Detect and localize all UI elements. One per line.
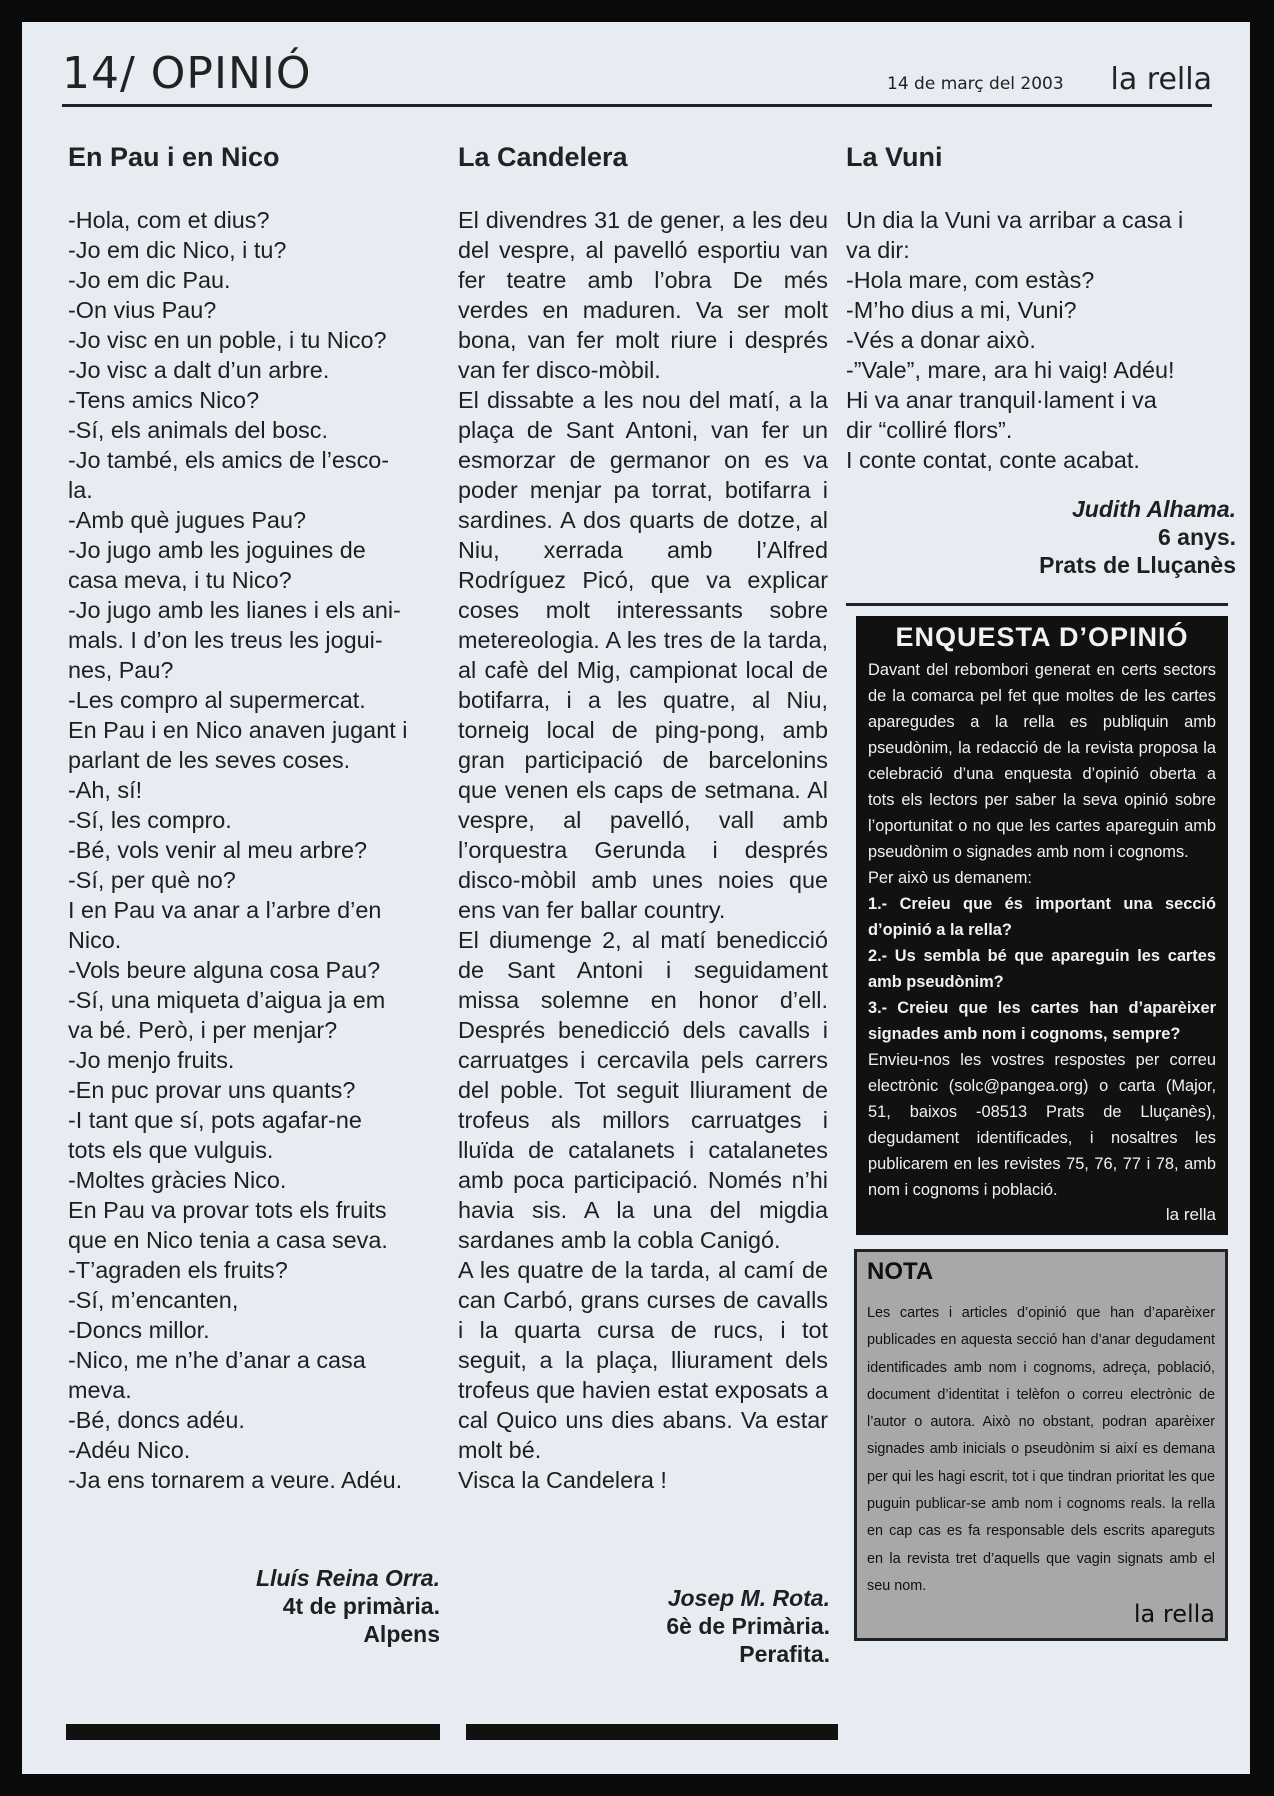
article-signature xyxy=(68,1564,440,1648)
dialogue-line: -Moltes gràcies Nico. xyxy=(68,1167,287,1193)
dialogue-line: -Jo visc a dalt d’un arbre. xyxy=(68,357,330,383)
dialogue-line: -I tant que sí, pots agafar-ne xyxy=(68,1107,362,1133)
story-line: Hi va anar tranquil·lament i va xyxy=(846,387,1157,413)
paragraph: Visca la Candelera ! xyxy=(458,1467,667,1493)
article-signature xyxy=(846,495,1236,579)
survey-question-1: 1.- Creieu que és important una secció d’opinió a la rella? xyxy=(868,895,1216,939)
dialogue-line: -Jo jugo amb les joguines de xyxy=(68,537,366,563)
author-name: Josep M. Rota. xyxy=(667,1585,830,1611)
article-body xyxy=(458,205,828,1495)
author-grade: 6è de Primària. xyxy=(666,1613,830,1639)
article-signature xyxy=(458,1584,830,1668)
dialogue-line: -Ah, sí! xyxy=(68,777,143,803)
article-title: La Candelera xyxy=(458,142,628,172)
dialogue-line: -Sí, una miqueta d’aigua ja em xyxy=(68,987,386,1013)
bottom-rule xyxy=(466,1724,838,1740)
masthead xyxy=(62,34,1212,107)
article-body xyxy=(68,205,440,1495)
dialogue-line: -Jo em dic Pau. xyxy=(68,267,231,293)
dialogue-line: -Doncs millor. xyxy=(68,1317,210,1343)
brand-name: la rella xyxy=(1110,62,1212,97)
dialogue-line: -Bé, doncs adéu. xyxy=(68,1407,245,1433)
dialogue-line: -Bé, vols venir al meu arbre? xyxy=(68,837,368,863)
dialogue-line: tots els que vulguis. xyxy=(68,1137,274,1163)
dialogue-line: Nico. xyxy=(68,927,122,953)
author-town: Prats de Lluçanès xyxy=(1039,552,1236,578)
article-en-pau-i-en-nico xyxy=(68,142,440,1495)
dialogue-line: -Amb què jugues Pau? xyxy=(68,507,306,533)
article-title: La Vuni xyxy=(846,142,943,172)
dialogue-line: la. xyxy=(68,477,93,503)
dialogue-line: -Sí, per què no? xyxy=(68,867,236,893)
note-signature: la rella xyxy=(1133,1600,1215,1629)
dialogue-line: -Adéu Nico. xyxy=(68,1437,191,1463)
note-box xyxy=(854,1249,1228,1641)
paragraph: A les quatre de la tarda, al camí de can Carbó, grans curses de cavalls i la quarta cursa de rucs, i tot seguit, a la plaça, lliurament dels trofeus que havien estat exposats a cal Quico uns dies abans. Va estar molt bé. xyxy=(458,1257,828,1463)
story-line: va dir: xyxy=(846,237,910,263)
dialogue-line: -Jo jugo amb les lianes i els ani- xyxy=(68,597,401,623)
note-title: NOTA xyxy=(867,1258,934,1285)
dialogue-line: -Sí, m’encanten, xyxy=(68,1287,239,1313)
dialogue-line: -Jo també, els amics de l’esco- xyxy=(68,447,390,473)
section-title: 14/ OPINIÓ xyxy=(62,48,312,99)
story-line: dir “colliré flors”. xyxy=(846,417,1013,443)
story-line: Un dia la Vuni va arribar a casa i xyxy=(846,207,1184,233)
note-text: Les cartes i articles d’opinió que han d’aparèixer publicades en aquesta secció han d’anar degudament identificades amb nom i cognoms, adreça, població, document d’identitat i telèfon o correu electrònic de l’autor o autora. Això no obstant, podran aparèixer signades amb inicials o pseudònim si així es demana per qui les hagi escrit, tot i que tindran prioritat les que puguin publicar-se amb nom i cognoms reals. la rella en cap cas es fa responsable dels escrits apareguts en la revista tret d’aquells que vagin signats amb el seu nom. xyxy=(867,1305,1215,1594)
dialogue-line: -Jo em dic Nico, i tu? xyxy=(68,237,287,263)
survey-box xyxy=(856,616,1228,1235)
survey-signature: la rella xyxy=(1165,1205,1216,1224)
survey-question-2: 2.- Us sembla bé que apareguin les cartes amb pseudònim? xyxy=(868,947,1216,991)
issue-date: 14 de març del 2003 xyxy=(887,74,1064,94)
newspaper-page xyxy=(22,22,1250,1774)
dialogue-line: -T’agraden els fruits? xyxy=(68,1257,288,1283)
author-grade: 6 anys. xyxy=(1158,524,1236,550)
column-divider xyxy=(846,603,1228,606)
dialogue-line: parlant de les seves coses. xyxy=(68,747,351,773)
dialogue-line: mals. I d’on les treus les jogui- xyxy=(68,627,383,653)
article-la-candelera xyxy=(458,142,828,1495)
dialogue-line: -Jo visc en un poble, i tu Nico? xyxy=(68,327,387,353)
dialogue-line: -Sí, les compro. xyxy=(68,807,232,833)
dialogue-line: -Ja ens tornarem a veure. Adéu. xyxy=(68,1467,403,1493)
bottom-rule xyxy=(66,1724,440,1740)
dialogue-line: -Sí, els animals del bosc. xyxy=(68,417,329,443)
dialogue-line: que en Nico tenia a casa seva. xyxy=(68,1227,388,1253)
dialogue-line: -On vius Pau? xyxy=(68,297,217,323)
story-line: I conte contat, conte acabat. xyxy=(846,447,1140,473)
dialogue-line: -Hola, com et dius? xyxy=(68,207,270,233)
author-name: Judith Alhama. xyxy=(1072,496,1236,522)
paragraph: El dissabte a les nou del matí, a la plaça de Sant Antoni, van fer un esmorzar de germanor on es va poder menjar pa torrat, botifarra i sardines. A dos quarts de dotze, al Niu, xerrada amb l’Alfred Rodríguez Picó, que va explicar coses molt interessants sobre metereologia. A les tres de la tarda, al cafè del Mig, campionat local de botifarra, i a les quatre, al Niu, torneig local de ping-pong, amb gran participació de barcelonins que venen els caps de setmana. Al vespre, al pavelló, vall amb l’orquestra Gerunda i després disco-mòbil amb unes noies que ens van fer ballar country. xyxy=(458,387,828,923)
author-town: Alpens xyxy=(363,1621,440,1647)
author-name: Lluís Reina Orra. xyxy=(255,1565,440,1591)
author-grade: 4t de primària. xyxy=(282,1593,440,1619)
story-line: -Hola mare, com estàs? xyxy=(846,267,1095,293)
survey-question-3: 3.- Creieu que les cartes han d’aparèixer signades amb nom i cognoms, sempre? xyxy=(868,999,1216,1043)
survey-ask: Per això us demanem: xyxy=(868,869,1032,887)
survey-intro: Davant del rebombori generat en certs sectors de la comarca pel fet que moltes de les cartes aparegudes a la rella es publiquin amb pseudònim, la redacció de la revista proposa la celebració d’una enquesta d’opinió oberta a tots els lectors per saber la seva opinió sobre l’oportunitat o no que les cartes apareguin amb pseudònim o signades amb nom i cognoms. xyxy=(868,661,1216,861)
dialogue-line: meva. xyxy=(68,1377,132,1403)
survey-title: ENQUESTA D’OPINIÓ xyxy=(895,622,1189,652)
survey-closing: Envieu-nos les vostres respostes per correu electrònic (solc@pangea.org) o carta (Major, 51, baixos -08513 Prats de Lluçanès), degudament identificades, i nosaltres les publicarem en les revistes 75, 76, 77 i 78, amb nom i cognoms i població. xyxy=(868,1051,1216,1199)
dialogue-line: En Pau va provar tots els fruits xyxy=(68,1197,387,1223)
dialogue-line: casa meva, i tu Nico? xyxy=(68,567,292,593)
dialogue-line: nes, Pau? xyxy=(68,657,174,683)
story-line: -Vés a donar això. xyxy=(846,327,1036,353)
dialogue-line: -Tens amics Nico? xyxy=(68,387,260,413)
dialogue-line: En Pau i en Nico anaven jugant i xyxy=(68,717,408,743)
story-line: -”Vale”, mare, ara hi vaig! Adéu! xyxy=(846,357,1175,383)
article-la-vuni xyxy=(846,142,1236,1641)
story-line: -M’ho dius a mi, Vuni? xyxy=(846,297,1077,323)
dialogue-line: I en Pau va anar a l’arbre d’en xyxy=(68,897,382,923)
dialogue-line: -Jo menjo fruits. xyxy=(68,1047,235,1073)
dialogue-line: -Les compro al supermercat. xyxy=(68,687,366,713)
article-body xyxy=(846,205,1236,475)
author-town: Perafita. xyxy=(739,1641,830,1667)
paragraph: El divendres 31 de gener, a les deu del vespre, al pavelló esportiu van fer teatre amb l’obra De més verdes en maduren. Va ser molt bona, van fer molt riure i després van fer disco-mòbil. xyxy=(458,207,828,383)
dialogue-line: va bé. Però, i per menjar? xyxy=(68,1017,338,1043)
paragraph: El diumenge 2, al matí benedicció de Sant Antoni i seguidament missa solemne en honor d’ell. Després benedicció dels cavalls i carruatges i cercavila pels carrers del poble. Tot seguit lliurament de trofeus als millors carruatges i lluïda de catalanets i catalanetes amb poca participació. Només n’hi havia sis. A la una del migdia sardanes amb la cobla Canigó. xyxy=(458,927,828,1253)
article-title: En Pau i en Nico xyxy=(68,142,280,172)
dialogue-line: -Vols beure alguna cosa Pau? xyxy=(68,957,381,983)
dialogue-line: -Nico, me n’he d’anar a casa xyxy=(68,1347,366,1373)
dialogue-line: -En puc provar uns quants? xyxy=(68,1077,356,1103)
